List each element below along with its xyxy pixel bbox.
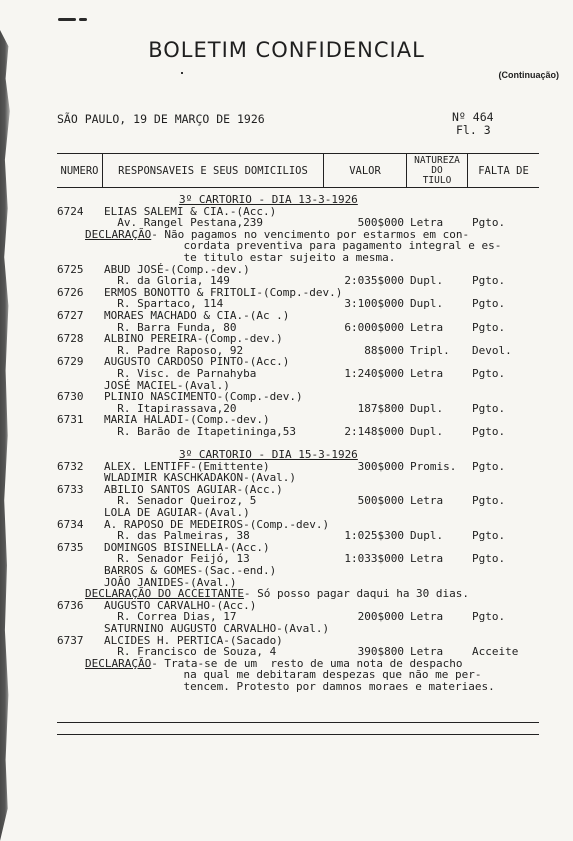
entry-text: AUGUSTO CARVALHO-(Acc.) xyxy=(104,598,257,612)
ink-dot xyxy=(181,72,183,74)
table-header xyxy=(57,153,539,188)
col-falta: FALTA DE xyxy=(478,164,529,177)
entry-text: ALBINO PEREIRA-(Comp.-dev.) xyxy=(104,332,283,346)
entry-detail-row xyxy=(57,368,539,380)
entry-number: 6737 xyxy=(57,633,84,647)
entry-reason: Pgto. xyxy=(472,552,506,566)
entry-value: 2:035$000 xyxy=(344,274,404,288)
entry-text: R. Visc. de Parnahyba xyxy=(104,366,257,380)
col-natureza-line1: NATUREZA xyxy=(414,154,460,166)
section-heading xyxy=(57,449,539,461)
entry-title-type: Tripl. xyxy=(410,343,450,357)
entry-reason: Pgto. xyxy=(472,459,506,473)
entry-detail-row xyxy=(57,681,539,693)
entry-text: R. Correa Dias, 17 xyxy=(104,610,237,624)
entry-value: 1:033$000 xyxy=(344,552,404,566)
entry-number: 6728 xyxy=(57,332,84,346)
entry-text: R. da Gloria, 149 xyxy=(104,274,230,288)
entry-text: R. Francisco de Souza, 4 xyxy=(104,645,277,659)
entry-value: 200$000 xyxy=(357,610,404,624)
entry-row xyxy=(57,310,539,322)
table-body xyxy=(57,194,539,693)
entry-text: - Não pagamos no vencimento por estarmos em con- xyxy=(151,227,470,241)
entry-detail-row xyxy=(57,507,539,519)
entry-reason: Pgto. xyxy=(472,366,506,380)
entry-title-type: Letra xyxy=(410,494,444,508)
entry-detail-row xyxy=(57,275,539,287)
entry-text: SATURNINO AUGUSTO CARVALHO-(Aval.) xyxy=(104,621,330,635)
entry-title-type: Letra xyxy=(410,552,444,566)
col-responsaveis: RESPONSAVEIS E SEUS DOMICILIOS xyxy=(118,164,308,177)
col-natureza xyxy=(407,154,467,187)
document-date: SÃO PAULO, 19 DE MARÇO DE 1926 xyxy=(57,112,265,126)
entry-detail-row xyxy=(57,565,539,577)
entry-text: R. Senador Queiroz, 5 xyxy=(104,494,257,508)
sheet-number: Fl. 3 xyxy=(456,123,491,137)
entry-reason: Pgto. xyxy=(472,494,506,508)
col-natureza-line2: DO xyxy=(431,164,443,176)
entry-title-type: Dupl. xyxy=(410,274,444,288)
footer-rule xyxy=(57,734,539,735)
entry-value: 1:240$000 xyxy=(344,366,404,380)
entry-row xyxy=(57,391,539,403)
declaration-label: DECLARAÇÃO xyxy=(85,656,152,670)
entry-text: R. Senador Feijó, 13 xyxy=(104,552,250,566)
entry-text: R. das Palmeiras, 38 xyxy=(104,529,250,543)
entry-text: PLINIO NASCIMENTO-(Comp.-dev.) xyxy=(104,390,303,404)
entry-title-type: Letra xyxy=(410,320,444,334)
entry-title-type: Promis. xyxy=(410,459,457,473)
entry-number: 6732 xyxy=(57,459,84,473)
entry-text: WLADIMIR KASCHKADAKON-(Aval.) xyxy=(104,471,297,485)
entry-number: 6724 xyxy=(57,204,84,218)
entry-text: A. RAPOSO DE MEDEIROS-(Comp.-dev.) xyxy=(104,517,330,531)
entry-value: 500$000 xyxy=(357,216,404,230)
continuation-label: (Continuação) xyxy=(498,70,559,80)
entry-title-type: Dupl. xyxy=(410,297,444,311)
entry-detail-row xyxy=(57,646,539,658)
entry-text: DOMINGOS BISINELLA-(Acc.) xyxy=(104,540,270,554)
entry-value: 390$800 xyxy=(357,645,404,659)
entry-text: ALEX. LENTIFF-(Emittente) xyxy=(104,459,270,473)
entry-text: ABUD JOSÉ-(Comp.-dev.) xyxy=(104,262,250,276)
entry-text: JOSÉ MACIEL-(Aval.) xyxy=(104,378,230,392)
entry-value: 300$000 xyxy=(357,459,404,473)
entry-value: 1:025$300 xyxy=(344,529,404,543)
entry-text: na qual me debitaram despezas que não me per- xyxy=(104,668,482,682)
entry-value: 500$000 xyxy=(357,494,404,508)
entry-number: 6735 xyxy=(57,540,84,554)
entry-value: 88$000 xyxy=(364,343,404,357)
entry-detail-row xyxy=(57,426,539,438)
entry-value: 3:100$000 xyxy=(344,297,404,311)
entry-detail-row xyxy=(57,623,539,635)
entry-text: JOÃO JANIDES-(Aval.) xyxy=(104,575,237,589)
declaration-label: DECLARAÇÃO DO ACCEITANTE xyxy=(85,587,244,601)
entry-reason: Devol. xyxy=(472,343,512,357)
entry-title-type: Letra xyxy=(410,366,444,380)
entry-reason: Acceite xyxy=(472,645,519,659)
entry-text: R. Barra Funda, 80 xyxy=(104,320,237,334)
entry-text: te titulo estar sujeito a mesma. xyxy=(104,250,396,264)
scan-edge-shadow xyxy=(0,30,14,841)
entry-text: Av. Rangel Pestana,239 xyxy=(104,216,263,230)
entry-reason: Pgto. xyxy=(472,529,506,543)
entry-text: ERMOS BONOTTO & FRITOLI-(Comp.-dev.) xyxy=(104,285,343,299)
section-title: 3º CARTORIO - DIA 13-3-1926 xyxy=(179,193,358,206)
col-natureza-line3: TIULO xyxy=(422,174,452,186)
entry-text: - Trata-se de um resto de uma nota de despacho xyxy=(151,656,463,670)
document-title: BOLETIM CONFIDENCIAL xyxy=(148,38,425,62)
entry-title-type: Letra xyxy=(410,645,444,659)
entry-number: 6733 xyxy=(57,482,84,496)
entry-number: 6725 xyxy=(57,262,84,276)
entry-number: 6734 xyxy=(57,517,84,531)
entry-value: 187$800 xyxy=(357,401,404,415)
document-number-block xyxy=(452,111,494,137)
entry-title-type: Dupl. xyxy=(410,529,444,543)
entry-reason: Pgto. xyxy=(472,424,506,438)
entry-title-type: Letra xyxy=(410,610,444,624)
entry-title-type: Dupl. xyxy=(410,401,444,415)
entry-text: AUGUSTO CARDOSO PINTO-(Acc.) xyxy=(104,355,290,369)
entry-text: ELIAS SALEMI & CIA.-(Acc.) xyxy=(104,204,277,218)
entry-reason: Pgto. xyxy=(472,297,506,311)
entry-value: 6:000$000 xyxy=(344,320,404,334)
entry-reason: Pgto. xyxy=(472,216,506,230)
entry-text: MARIA HALADI-(Comp.-dev.) xyxy=(104,413,270,427)
entry-value: 2:148$000 xyxy=(344,424,404,438)
entry-text: R. Padre Raposo, 92 xyxy=(104,343,244,357)
footer-rule xyxy=(57,722,539,723)
entry-reason: Pgto. xyxy=(472,610,506,624)
section-heading xyxy=(57,194,539,206)
entry-text: LOLA DE AGUIAR-(Aval.) xyxy=(104,506,250,520)
entry-text: cordata preventiva para pagamento integral e es- xyxy=(104,239,502,253)
entry-title-type: Dupl. xyxy=(410,424,444,438)
ink-mark xyxy=(58,16,90,23)
entry-detail-row xyxy=(57,252,539,264)
entry-number: 6730 xyxy=(57,390,84,404)
entry-text: R. Spartaco, 114 xyxy=(104,297,224,311)
entry-text: BARROS & GOMES-(Sac.-end.) xyxy=(104,564,277,577)
entry-text: ALCIDES H. PERTICA-(Sacado) xyxy=(104,633,283,647)
entry-text: ABILIO SANTOS AGUIAR-(Acc.) xyxy=(104,482,283,496)
entry-text: - Só posso pagar daqui ha 30 dias. xyxy=(243,587,470,601)
entry-row xyxy=(57,333,539,345)
document-number: Nº 464 xyxy=(452,110,494,124)
entry-number: 6731 xyxy=(57,413,84,427)
entry-text: tencem. Protesto por damnos moraes e materiaes. xyxy=(104,679,495,693)
entry-number: 6729 xyxy=(57,355,84,369)
col-valor: VALOR xyxy=(349,164,381,177)
entry-text: MORAES MACHADO & CIA.-(Ac .) xyxy=(104,308,290,322)
declaration-label: DECLARAÇÃO xyxy=(85,227,152,241)
entry-title-type: Letra xyxy=(410,216,444,230)
section-title: 3º CARTORIO - DIA 15-3-1926 xyxy=(179,448,358,462)
entry-reason: Pgto. xyxy=(472,274,506,288)
entry-reason: Pgto. xyxy=(472,320,506,334)
entry-text: R. Itapirassava,20 xyxy=(104,401,237,415)
entry-number: 6727 xyxy=(57,308,84,322)
entry-reason: Pgto. xyxy=(472,401,506,415)
col-numero: NUMERO xyxy=(60,164,99,177)
entry-number: 6726 xyxy=(57,285,84,299)
entry-text: R. Barão de Itapetininga,53 xyxy=(104,424,297,438)
entry-number: 6736 xyxy=(57,598,84,612)
